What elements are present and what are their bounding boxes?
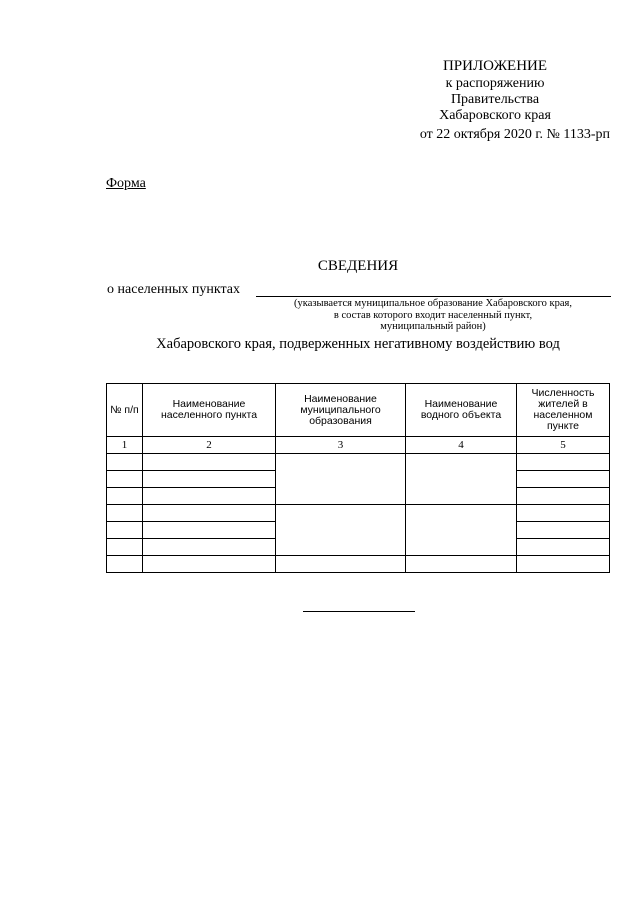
column-number: 2 — [143, 437, 276, 454]
column-number-row — [107, 437, 610, 454]
table-cell[interactable] — [517, 505, 610, 522]
table-cell[interactable] — [107, 556, 143, 573]
table-header-row — [107, 384, 610, 437]
table-row — [107, 505, 610, 522]
table-cell[interactable] — [517, 454, 610, 471]
document-subtitle: Хабаровского края, подверженных негативному воздействию вод — [156, 336, 560, 352]
table-cell[interactable] — [143, 505, 276, 522]
table-cell[interactable] — [143, 454, 276, 471]
column-number: 1 — [107, 437, 143, 454]
table-cell[interactable] — [276, 556, 406, 573]
settlements-table — [106, 383, 610, 573]
appendix-date: от 22 октября 2020 г. № 1133-рп — [419, 127, 610, 142]
table-cell[interactable] — [107, 488, 143, 505]
table-cell[interactable] — [107, 539, 143, 556]
settlements-prefix: о населенных пунктах — [107, 282, 240, 297]
table-cell[interactable] — [143, 556, 276, 573]
column-number: 4 — [406, 437, 517, 454]
table-cell[interactable] — [143, 471, 276, 488]
header-number: № п/п — [107, 384, 143, 437]
column-number: 3 — [276, 437, 406, 454]
appendix-line-2: Правительства — [450, 92, 540, 107]
table-cell[interactable] — [107, 454, 143, 471]
column-number: 5 — [517, 437, 610, 454]
appendix-line-1: к распоряжению — [445, 76, 545, 91]
appendix-line-3: Хабаровского края — [439, 108, 551, 123]
table-cell-merged[interactable] — [276, 505, 406, 556]
table-cell[interactable] — [107, 522, 143, 539]
header-water-body-name: Наименование водного объекта — [406, 384, 517, 437]
header-population: Численность жителей в населенном пункте — [517, 384, 610, 437]
header-municipality-name: Наименование муниципального образования — [276, 384, 406, 437]
table-cell[interactable] — [517, 471, 610, 488]
fill-in-note — [250, 298, 616, 333]
table-cell[interactable] — [517, 522, 610, 539]
table-row — [107, 556, 610, 573]
document-title: СВЕДЕНИЯ — [317, 258, 399, 274]
table-cell[interactable] — [143, 522, 276, 539]
table-cell[interactable] — [107, 471, 143, 488]
table-cell-merged[interactable] — [406, 505, 517, 556]
header-settlement-name: Наименование населенного пункта — [143, 384, 276, 437]
table-cell[interactable] — [143, 488, 276, 505]
note-line-1: (указывается муниципальное образование Хабаровского края, — [294, 298, 572, 309]
table-cell[interactable] — [107, 505, 143, 522]
table-cell-merged[interactable] — [406, 454, 517, 505]
note-line-3: муниципальный район) — [380, 321, 486, 332]
form-label: Форма — [106, 176, 146, 191]
table-cell[interactable] — [517, 556, 610, 573]
appendix-title: ПРИЛОЖЕНИЕ — [442, 58, 548, 74]
table-cell[interactable] — [406, 556, 517, 573]
table-cell-merged[interactable] — [276, 454, 406, 505]
table-cell[interactable] — [517, 539, 610, 556]
table-cell[interactable] — [143, 539, 276, 556]
table-row — [107, 454, 610, 471]
note-line-2: в состав которого входит населенный пункт, — [333, 309, 533, 321]
fill-in-line — [256, 296, 611, 297]
end-divider — [303, 611, 415, 612]
table-cell[interactable] — [517, 488, 610, 505]
appendix-block — [380, 58, 610, 143]
